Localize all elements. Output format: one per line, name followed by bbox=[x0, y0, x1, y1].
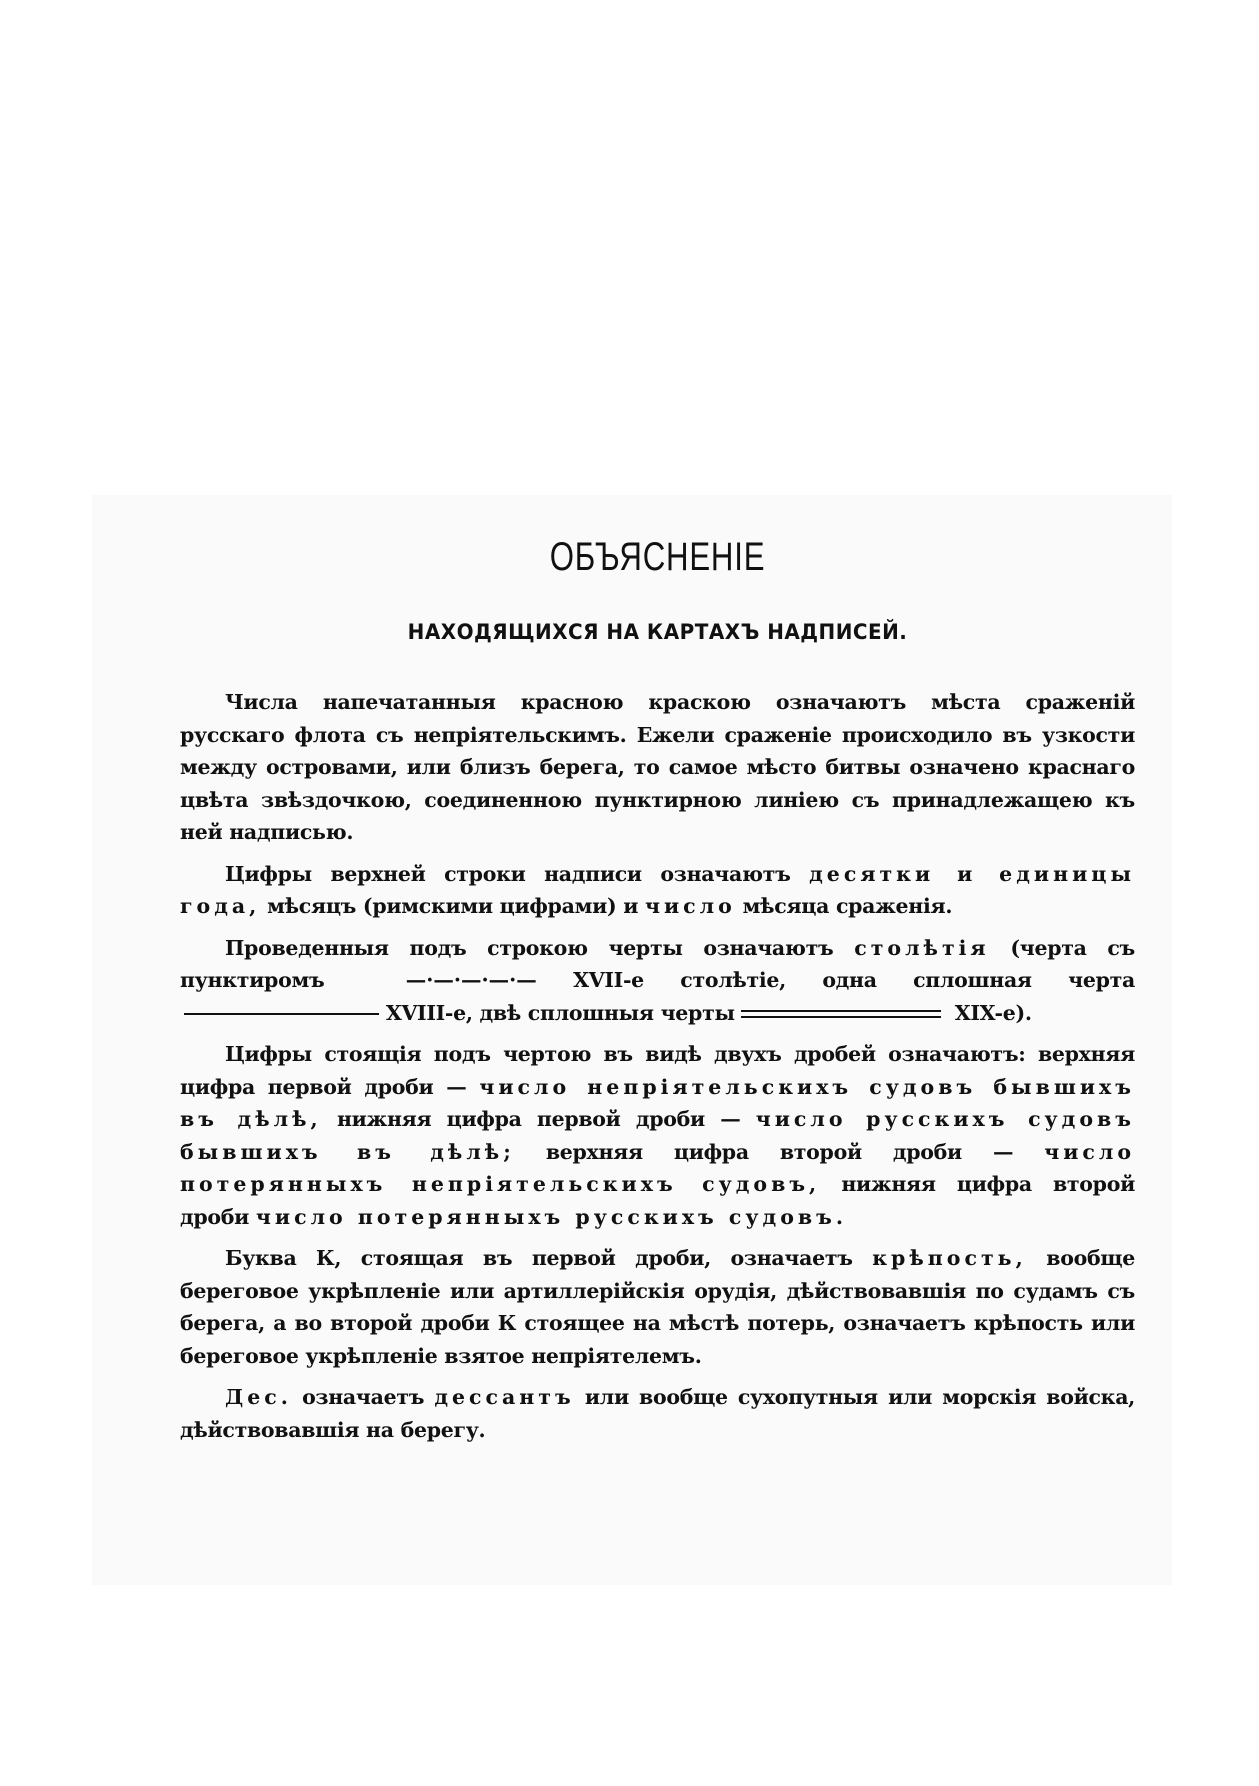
paragraph-2-spaced-b: десятки и единицы года, bbox=[180, 861, 1135, 918]
paragraph-6-spaced-c: дессантъ bbox=[434, 1385, 575, 1409]
paragraph-4-text-a: Цифры стоящiя подъ чертою въ видѣ двухъ дробей означаютъ: верхняя цифра первой дроби — bbox=[180, 1042, 1135, 1099]
paragraph-2 bbox=[180, 858, 1135, 923]
single-line-rule bbox=[184, 1013, 379, 1015]
paragraph-2-text-a: Цифры верхней строки надписи означаютъ bbox=[225, 861, 791, 886]
paragraph-5 bbox=[180, 1242, 1135, 1372]
paragraph-6-text-b: означаетъ bbox=[302, 1385, 425, 1409]
paragraph-6 bbox=[180, 1381, 1135, 1446]
paragraph-5-text-c: вообще береговое укрѣпленiе или артиллерiйскiя орудiя, дѣйствовавшiя по судамъ съ берега, а во второй дроби К стоящее на мѣстѣ потерь, означаетъ крѣпость или береговое укрѣпленiе взятое непрiятелемъ. bbox=[180, 1246, 1135, 1368]
paragraph-3-text-e: XVIII-е, двѣ сплошныя черты bbox=[385, 1000, 735, 1025]
paragraph-5-text-a: Буква К, стоящая въ первой дроби, означаетъ bbox=[225, 1246, 853, 1270]
paragraph-4-spaced-b: число непрiятельскихъ судовъ бывшихъ въ дѣлѣ, bbox=[180, 1074, 1136, 1131]
paragraph-5-spaced-b: крѣпость, bbox=[872, 1246, 1027, 1270]
paragraph-2-text-c: мѣсяцъ (римскими цифрами) и bbox=[267, 894, 639, 918]
page-title: ОБЪЯСНЕНIЕ bbox=[549, 535, 766, 579]
paragraph-6-text-d: или вообще сухопутныя или морскiя войска, дѣйствовавшiя на берегу. bbox=[180, 1385, 1136, 1442]
paragraph-4-spaced-f: число потерянныхъ непрiятельскихъ судовъ, bbox=[180, 1139, 1136, 1196]
paragraph-3 bbox=[180, 932, 1135, 1030]
paragraph-3-spaced-b: столѣтiя bbox=[854, 935, 990, 960]
paragraph-4 bbox=[180, 1038, 1135, 1233]
paragraph-4-text-g: нижняя цифра второй дроби bbox=[180, 1172, 1135, 1229]
paragraph-4-text-c: нижняя цифра первой дроби — bbox=[336, 1107, 741, 1131]
paragraph-3-text-a: Проведенныя подъ строкою черты означаютъ bbox=[225, 935, 834, 960]
paragraph-1: Числа напечатанныя красною краскою означаютъ мѣста сраженiй русскаго флота съ непрiятельскимъ. Ежели сраженiе происходило въ узкости между островами, или близъ берега, то самое мѣсто битвы означено краснаго цвѣта звѣздочкою, соединенною пунктирною линiею съ принадлежащею къ ней надписью. bbox=[180, 690, 1135, 844]
paragraph-3-text-c: (черта съ пунктиромъ bbox=[180, 935, 1135, 992]
paragraph-4-text-e: верхняя цифра второй дроби — bbox=[545, 1139, 1014, 1164]
paragraph-6-spaced-a: Дес. bbox=[225, 1385, 292, 1409]
paragraph-3-text-d: XVII-е столѣтiе, одна сплошная черта bbox=[573, 968, 1135, 992]
paragraph-2-text-e: мѣсяца сраженiя. bbox=[742, 894, 953, 918]
paragraph-3-text-f: XIX-е). bbox=[954, 1000, 1032, 1025]
paragraph-2-spaced-d: число bbox=[644, 894, 736, 918]
dash-dot-rule: —·—·—·—·— bbox=[405, 968, 537, 992]
double-line-rule bbox=[741, 1010, 941, 1018]
paragraph-4-spaced-d: число русскихъ судовъ бывшихъ въ дѣлѣ; bbox=[180, 1107, 1135, 1164]
page-content bbox=[180, 535, 1135, 1446]
paragraph-4-spaced-h: число потерянныхъ русскихъ судовъ. bbox=[255, 1204, 847, 1229]
page-subtitle: НАХОДЯЩИХСЯ НА КАРТАХЪ НАДПИСЕЙ. bbox=[407, 620, 908, 644]
